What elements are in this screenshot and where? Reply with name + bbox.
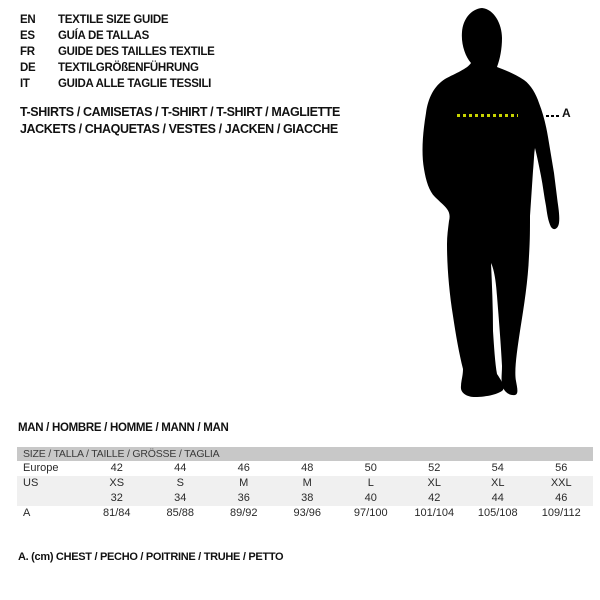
size-cell: 105/108 — [477, 507, 518, 519]
language-title: TEXTILE SIZE GUIDE — [58, 14, 169, 26]
language-code: FR — [20, 46, 35, 58]
measure-pointer-dash — [546, 115, 559, 117]
man-figure — [398, 0, 598, 400]
size-cell: S — [176, 477, 184, 489]
measure-label-a: A — [562, 106, 571, 120]
language-title: GUIDA ALLE TAGLIE TESSILI — [58, 78, 212, 90]
size-cell: 40 — [364, 492, 377, 504]
size-cell: 42 — [110, 462, 123, 474]
size-table-header: SIZE / TALLA / TAILLE / GRÖSSE / TAGLIA — [17, 447, 593, 461]
size-cell: 42 — [428, 492, 441, 504]
size-cell: L — [367, 477, 374, 489]
size-cell: 44 — [491, 492, 504, 504]
size-cell: 44 — [174, 462, 187, 474]
list-item — [20, 76, 215, 92]
size-cell: 32 — [110, 492, 123, 504]
chest-measure-line — [457, 114, 518, 117]
size-cell: 34 — [174, 492, 187, 504]
category-tshirts: T-SHIRTS / CAMISETAS / T-SHIRT / T-SHIRT / MAGLIETTE — [20, 105, 340, 119]
language-code: EN — [20, 14, 36, 26]
size-cell: 101/104 — [414, 507, 455, 519]
size-cell: 109/112 — [541, 507, 581, 519]
size-cell: 48 — [301, 462, 314, 474]
language-code: DE — [20, 62, 36, 74]
size-cell: 56 — [555, 462, 568, 474]
size-cell: 46 — [237, 462, 250, 474]
size-cell: 89/92 — [229, 507, 258, 519]
language-guide-list — [20, 12, 215, 92]
measurement-footnote: A. (cm) CHEST / PECHO / POITRINE / TRUHE / PETTO — [18, 551, 284, 563]
list-item — [20, 12, 215, 28]
list-item — [20, 60, 215, 76]
language-title: GUÍA DE TALLAS — [58, 30, 149, 42]
row-label: A — [23, 507, 31, 519]
section-title-man: MAN / HOMBRE / HOMME / MANN / MAN — [18, 422, 229, 434]
language-title: GUIDE DES TAILLES TEXTILE — [58, 46, 215, 58]
category-jackets: JACKETS / CHAQUETAS / VESTES / JACKEN / GIACCHE — [20, 122, 338, 136]
table-row-us-letters — [17, 476, 593, 491]
size-cell: M — [239, 477, 249, 489]
list-item — [20, 28, 215, 44]
size-cell: 50 — [364, 462, 377, 474]
size-table — [17, 447, 593, 521]
language-code: IT — [20, 78, 30, 90]
garment-categories — [20, 104, 340, 138]
list-item — [20, 44, 215, 60]
language-title: TEXTILGRÖßENFÜHRUNG — [58, 62, 199, 74]
size-cell: XL — [491, 477, 505, 489]
size-cell: 97/100 — [353, 507, 388, 519]
man-silhouette-icon — [398, 0, 573, 400]
table-row-us-numbers — [17, 491, 593, 506]
row-label: US — [23, 477, 39, 489]
table-row-chest — [17, 506, 593, 521]
size-cell: XXL — [550, 477, 572, 489]
size-cell: 54 — [491, 462, 504, 474]
table-row-europe — [17, 461, 593, 476]
language-code: ES — [20, 30, 35, 42]
size-cell: 36 — [237, 492, 250, 504]
size-cell: 46 — [555, 492, 568, 504]
row-label — [17, 491, 85, 506]
size-cell: XL — [427, 477, 441, 489]
size-cell: 85/88 — [166, 507, 195, 519]
row-label: Europe — [23, 462, 59, 474]
size-cell: 93/96 — [293, 507, 322, 519]
size-cell: 52 — [428, 462, 441, 474]
size-cell: 38 — [301, 492, 314, 504]
size-cell: 81/84 — [102, 507, 131, 519]
size-cell: M — [302, 477, 312, 489]
size-cell: XS — [109, 477, 125, 489]
